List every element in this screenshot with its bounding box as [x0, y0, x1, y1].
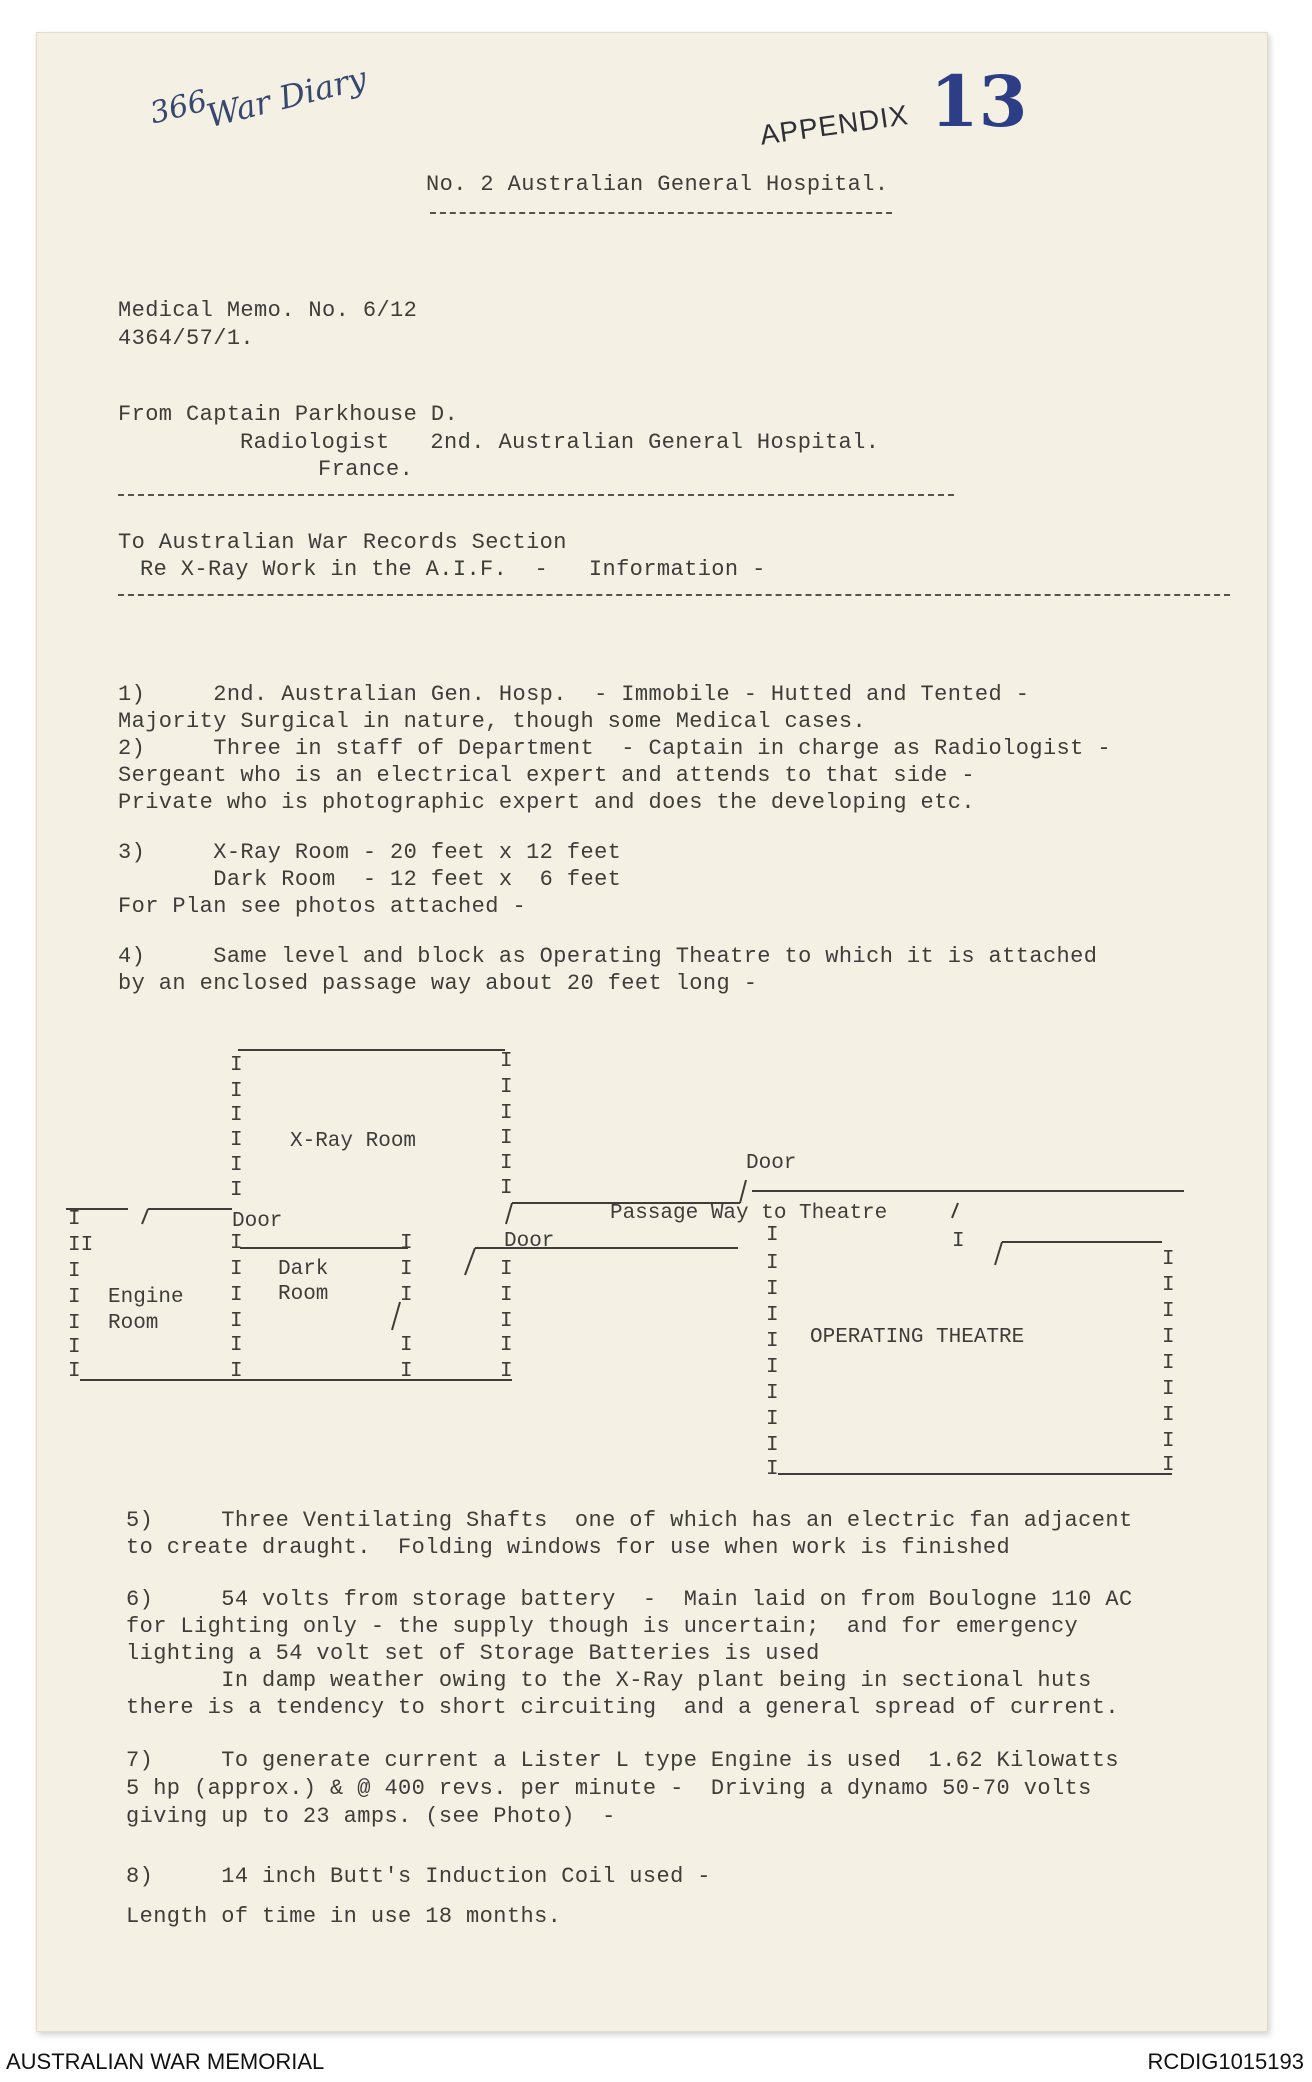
svg-text:I: I: [68, 1336, 81, 1359]
memo-number: Medical Memo. No. 6/12: [118, 298, 418, 323]
para-2-line-2: Sergeant who is an electrical expert and attends to that side -: [118, 763, 975, 788]
svg-text:I: I: [68, 1208, 81, 1231]
para-8-line-1: 8) 14 inch Butt's Induction Coil used -: [126, 1864, 711, 1889]
svg-text:I: I: [68, 1360, 81, 1383]
svg-text:I: I: [1162, 1248, 1175, 1271]
svg-text:I: I: [766, 1434, 779, 1457]
para-7-line-2: 5 hp (approx.) & @ 400 revs. per minute - Driving a dynamo 50-70 volts: [126, 1776, 1092, 1801]
appendix-number: 13: [930, 60, 1028, 143]
wall-theatre-right: [1162, 1248, 1175, 1477]
para-6-line-1: 6) 54 volts from storage battery - Main laid on from Boulogne 110 AC: [126, 1587, 1133, 1612]
svg-text:I: I: [68, 1260, 81, 1283]
svg-text:I: I: [68, 1312, 81, 1335]
svg-text:I: I: [766, 1330, 779, 1353]
para-5-line-1: 5) Three Ventilating Shafts one of which has an electric fan adjacent: [126, 1508, 1133, 1533]
svg-text:I: I: [1162, 1378, 1175, 1401]
svg-text:I: I: [230, 1104, 243, 1127]
para-3-line-3: For Plan see photos attached -: [118, 894, 527, 919]
svg-text:I: I: [500, 1334, 513, 1357]
to-line-1: To Australian War Records Section: [118, 530, 567, 555]
appendix-stamp: APPENDIX: [758, 99, 911, 151]
para-6-line-4: In damp weather owing to the X-Ray plant being in sectional huts: [126, 1668, 1092, 1693]
svg-text:I: I: [500, 1310, 513, 1333]
svg-text:I: I: [500, 1284, 513, 1307]
svg-text:I: I: [230, 1080, 243, 1103]
svg-text:I: I: [1162, 1352, 1175, 1375]
svg-text:I: I: [230, 1284, 243, 1307]
footer-identifier: RCDIG1015193: [1147, 2049, 1304, 2074]
para-6-line-3: lighting a 54 volt set of Storage Batteries is used: [126, 1641, 820, 1666]
operating-theatre-label: OPERATING THEATRE: [810, 1326, 1025, 1349]
xray-door-label: Door: [232, 1210, 283, 1233]
wall-engine-left: [68, 1208, 93, 1383]
para-6-line-5: there is a tendency to short circuiting and a general spread of current.: [126, 1695, 1119, 1720]
para-3-line-1: 3) X-Ray Room - 20 feet x 12 feet: [118, 840, 622, 865]
footer-source: AUSTRALIAN WAR MEMORIAL: [6, 2049, 325, 2074]
passage-label: Passage Way to Theatre: [610, 1202, 888, 1225]
svg-text:I: I: [766, 1408, 779, 1431]
svg-text:I: I: [400, 1334, 413, 1357]
svg-text:I: I: [500, 1258, 513, 1281]
theatre-door-label: Door: [746, 1152, 797, 1175]
para-1-line-1: 1) 2nd. Australian Gen. Hosp. - Immobile - Hutted and Tented -: [118, 682, 1030, 707]
from-line-1: From Captain Parkhouse D.: [118, 402, 459, 427]
para-3-line-2: Dark Room - 12 feet x 6 feet: [118, 867, 622, 892]
svg-text:I: I: [766, 1252, 779, 1275]
memo-reference: 4364/57/1.: [118, 326, 255, 351]
svg-text:II: II: [68, 1234, 94, 1257]
svg-text:I: I: [1162, 1454, 1175, 1477]
dark-room-label-2: Room: [278, 1283, 329, 1306]
svg-text:I: I: [1162, 1430, 1175, 1453]
para-1-line-2: Majority Surgical in nature, though some Medical cases.: [118, 709, 867, 734]
svg-text:I: I: [766, 1304, 779, 1327]
svg-text:I: I: [500, 1127, 513, 1150]
svg-text:I: I: [230, 1360, 243, 1383]
svg-text:I: I: [766, 1382, 779, 1405]
wall-theatre-left: [766, 1224, 779, 1481]
reference-number: 366: [146, 83, 211, 132]
svg-text:I: I: [400, 1284, 413, 1307]
engine-room-label-2: Room: [108, 1312, 159, 1335]
svg-text:I: I: [766, 1458, 779, 1481]
svg-text:I: I: [230, 1232, 243, 1255]
para-7-line-1: 7) To generate current a Lister L type Engine is used 1.62 Kilowatts: [126, 1748, 1119, 1773]
para-5-line-2: to create draught. Folding windows for use when work is finished: [126, 1535, 1011, 1560]
svg-text:I: I: [230, 1179, 243, 1202]
document-heading: No. 2 Australian General Hospital.: [426, 172, 889, 197]
para-2-line-1: 2) Three in staff of Department - Captain in charge as Radiologist -: [118, 736, 1111, 761]
svg-text:I: I: [400, 1360, 413, 1383]
engine-room-label-1: Engine: [108, 1286, 184, 1309]
svg-text:I: I: [230, 1310, 243, 1333]
war-diary-note: War Diary: [202, 58, 371, 136]
svg-text:I: I: [500, 1360, 513, 1383]
svg-text:I: I: [500, 1152, 513, 1175]
svg-text:I: I: [1162, 1300, 1175, 1323]
from-line-3: France.: [318, 457, 414, 482]
svg-text:I: I: [400, 1232, 413, 1255]
wall-xray-right: [500, 1050, 513, 1383]
para-7-line-3: giving up to 23 amps. (see Photo) -: [126, 1804, 616, 1829]
svg-text:I: I: [766, 1224, 779, 1247]
svg-text:I: I: [230, 1054, 243, 1077]
svg-text:I: I: [500, 1177, 513, 1200]
svg-text:I: I: [1162, 1404, 1175, 1427]
svg-text:I: I: [400, 1258, 413, 1281]
para-6-line-2: for Lighting only - the supply though is uncertain; and for emergency: [126, 1614, 1079, 1639]
svg-text:I: I: [230, 1334, 243, 1357]
svg-text:I: I: [500, 1076, 513, 1099]
svg-text:I: I: [1162, 1326, 1175, 1349]
svg-text:I: I: [230, 1154, 243, 1177]
xray-room-label: X-Ray Room: [290, 1130, 417, 1153]
para-2-line-3: Private who is photographic expert and does the developing etc.: [118, 790, 975, 815]
from-line-2: Radiologist 2nd. Australian General Hospital.: [240, 430, 880, 455]
passage-door-label: Door: [504, 1230, 555, 1253]
para-4-line-1: 4) Same level and block as Operating Theatre to which it is attached: [118, 944, 1098, 969]
para-8-line-2: Length of time in use 18 months.: [126, 1904, 562, 1929]
svg-text:I: I: [1162, 1274, 1175, 1297]
svg-text:I: I: [500, 1050, 513, 1073]
para-4-line-2: by an enclosed passage way about 20 feet long -: [118, 971, 758, 996]
svg-text:I: I: [68, 1286, 81, 1309]
svg-text:I: I: [230, 1258, 243, 1281]
svg-text:I: I: [500, 1102, 513, 1125]
passage-wall-mark: I: [952, 1230, 965, 1253]
dark-room-label-1: Dark: [278, 1258, 329, 1281]
svg-text:I: I: [766, 1356, 779, 1379]
svg-text:I: I: [766, 1278, 779, 1301]
svg-text:I: I: [230, 1129, 243, 1152]
wall-darkroom-right: [400, 1232, 413, 1383]
to-subject: Re X-Ray Work in the A.I.F. - Information -: [140, 557, 766, 582]
